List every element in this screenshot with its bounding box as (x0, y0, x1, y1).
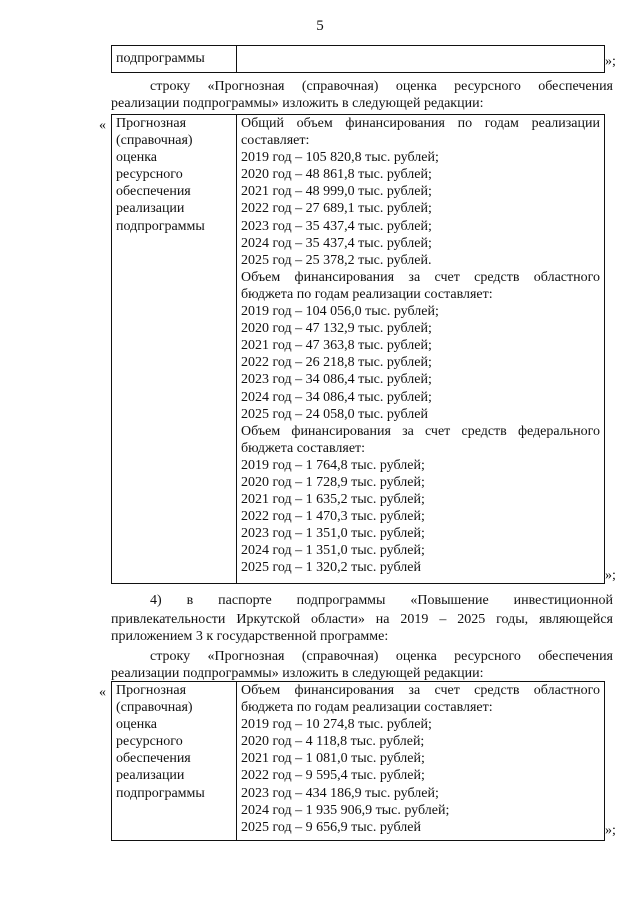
table2-label-line: реализации (116, 768, 185, 784)
table1-lines-line: 2019 год – 104 056,0 тыс. рублей; (241, 304, 439, 320)
table2-lines-line: 2025 год – 9 656,9 тыс. рублей (241, 819, 421, 835)
top-table-row (111, 45, 605, 73)
para1-line2: реализации подпрограммы» изложить в следующей редакции: (111, 96, 484, 111)
table1-lines-line: Объем финансирования за счет средств федерального (241, 423, 600, 439)
table2-lines-line: 2023 год – 434 186,9 тыс. рублей; (241, 785, 439, 801)
table1-lines-line: 2020 год – 1 728,9 тыс. рублей; (241, 474, 425, 490)
table1-lines-line: 2020 год – 47 132,9 тыс. рублей; (241, 321, 432, 337)
table1-lines-line: Общий объем финансирования по годам реализации (241, 116, 600, 131)
table1-label (116, 115, 232, 235)
top-row-label: подпрограммы (116, 51, 205, 66)
table1-lines-line: 2021 год – 48 999,0 тыс. рублей; (241, 184, 432, 200)
para3-line2: реализации подпрограммы» изложить в следующей редакции: (111, 666, 484, 681)
table1-lines-line: 2021 год – 47 363,8 тыс. рублей; (241, 338, 432, 354)
table2-lines-line: 2021 год – 1 081,0 тыс. рублей; (241, 751, 425, 767)
table1-lines-line: 2022 год – 1 470,3 тыс. рублей; (241, 509, 425, 525)
table1-lines-line: бюджета по годам реализации составляет: (241, 286, 493, 302)
table1-lines-line: 2020 год – 48 861,8 тыс. рублей; (241, 167, 432, 183)
table1-label-line: ресурсного (116, 167, 183, 183)
table2-lines-line: 2024 год – 1 935 906,9 тыс. рублей; (241, 802, 450, 818)
para3-line1: строку «Прогнозная (справочная) оценка ресурсного обеспечения (150, 649, 613, 664)
table2-label-line: подпрограммы (116, 785, 205, 801)
table1-content (241, 115, 600, 577)
table1-lines-line: 2023 год – 35 437,4 тыс. рублей; (241, 218, 432, 234)
table1-lines-line: 2025 год – 25 378,2 тыс. рублей. (241, 252, 432, 268)
table1-label-line: (справочная) (116, 133, 193, 149)
table1-label-line: оценка (116, 150, 158, 166)
table1-open-quote: « (99, 118, 106, 133)
para1-line1: строку «Прогнозная (справочная) оценка ресурсного обеспечения (150, 79, 613, 94)
table2 (111, 681, 605, 841)
table1-lines-line: 2019 год – 1 764,8 тыс. рублей; (241, 457, 425, 473)
table2-close-quote: »; (605, 823, 616, 838)
para2-line2: привлекательности Иркутской области» на 2019 – 2025 годы, являющейся (111, 612, 613, 627)
table2-content-cell (237, 682, 605, 841)
table1-lines-line: 2024 год – 1 351,0 тыс. рублей; (241, 543, 425, 559)
table1-lines-line: 2019 год – 105 820,8 тыс. рублей; (241, 150, 439, 166)
table2-lines-line: 2020 год – 4 118,8 тыс. рублей; (241, 734, 425, 750)
top-row-label-cell (112, 46, 237, 73)
table2-lines-line: бюджета по годам реализации составляет: (241, 700, 493, 716)
table1-label-line: обеспечения (116, 184, 191, 200)
table1-lines-line: 2023 год – 34 086,4 тыс. рублей; (241, 372, 432, 388)
table2-label-line: ресурсного (116, 734, 183, 750)
table1 (111, 114, 605, 584)
table1-label-cell (112, 115, 237, 584)
para2-line3: приложением 3 к государственной программе: (111, 629, 389, 644)
table1-close-quote: »; (605, 568, 616, 583)
table1-lines-line: Объем финансирования за счет средств областного (241, 269, 600, 285)
table1-lines-line: 2025 год – 1 320,2 тыс. рублей (241, 560, 421, 576)
top-row-value-cell (237, 46, 605, 73)
table2-open-quote: « (99, 685, 106, 700)
table1-lines-line: составляет: (241, 133, 310, 149)
table1-lines-line: 2024 год – 34 086,4 тыс. рублей; (241, 389, 432, 405)
para2-line1: 4) в паспорте подпрограммы «Повышение инвестиционной (150, 593, 613, 608)
table1-lines-line: 2023 год – 1 351,0 тыс. рублей; (241, 526, 425, 542)
table1-label-line: реализации (116, 201, 185, 217)
table2-lines-line: Объем финансирования за счет средств областного (241, 683, 600, 698)
table2-label-line: Прогнозная (116, 683, 187, 698)
table1-lines-line: 2021 год – 1 635,2 тыс. рублей; (241, 492, 425, 508)
table1-content-cell (237, 115, 605, 584)
table1-lines-line: 2022 год – 26 218,8 тыс. рублей; (241, 355, 432, 371)
table1-lines-line: бюджета составляет: (241, 440, 366, 456)
table2-label-line: (справочная) (116, 700, 193, 716)
table2-label-line: оценка (116, 717, 158, 733)
table1-label-line: подпрограммы (116, 218, 205, 234)
table1-lines-line: 2024 год – 35 437,4 тыс. рублей; (241, 235, 432, 251)
table1-lines-line: 2022 год – 27 689,1 тыс. рублей; (241, 201, 432, 217)
table2-label-line: обеспечения (116, 751, 191, 767)
table1-label-line: Прогнозная (116, 116, 187, 131)
table2-lines-line: 2022 год – 9 595,4 тыс. рублей; (241, 768, 425, 784)
table2-content (241, 682, 600, 836)
table2-lines-line: 2019 год – 10 274,8 тыс. рублей; (241, 717, 432, 733)
page-number: 5 (316, 18, 324, 34)
table2-label-cell (112, 682, 237, 841)
top-row-close-quote: »; (605, 54, 616, 69)
table2-label (116, 682, 232, 802)
table1-lines-line: 2025 год – 24 058,0 тыс. рублей (241, 406, 428, 422)
